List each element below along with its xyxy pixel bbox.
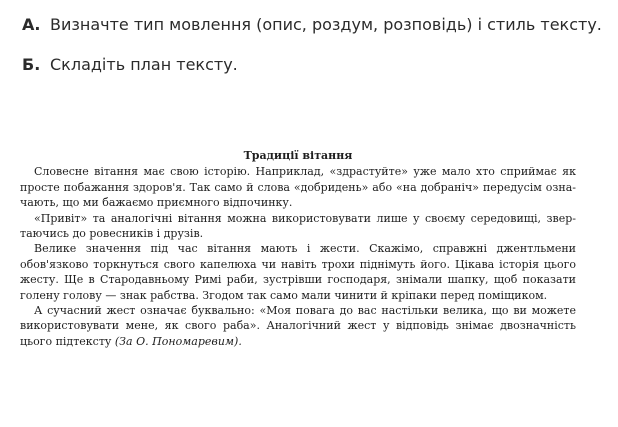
article (20, 148, 576, 349)
article-line: голену голову — знак рабства. Згодом так само мали чинити й кріпаки перед поміщиком. (20, 288, 548, 302)
article-line: використовувати мене, як свого раба». Аналогічний жест у відповідь знімає двозначність (20, 319, 576, 333)
article-line: жесту. Ще в Стародавньому Римі раби, зустрівши господаря, знімали шапку, щоб показати (20, 273, 576, 287)
task-a-letter: А. (22, 15, 41, 34)
article-line: «Привіт» та аналогічні вітання можна використовувати лише у своєму середовищі, звер- (34, 211, 576, 225)
article-line: просте побажання здоров'я. Так само й слова «добридень» або «на добраніч» передусім озна- (20, 180, 576, 194)
article-last-line (20, 334, 576, 349)
article-line: обов'язково торкнуться свого капелюха чи навіть трохи піднімуть його. Цікава історія цього (20, 257, 576, 271)
article-source: (За О. Пономаревим). (114, 334, 242, 348)
article-line: А сучасний жест означає буквально: «Моя повага до вас настільки велика, що ви можете (34, 304, 576, 318)
article-line: Велике значення під час вітання мають і жести. Скажімо, справжні джентльмени (34, 242, 576, 256)
task-b (22, 55, 238, 74)
article-line: цього підтексту (20, 334, 112, 348)
task-b-letter: Б. (22, 55, 41, 74)
article-line: чають, що ми бажаємо приємного відпочинку. (20, 196, 293, 210)
article-line: Словесне вітання має свою історію. Наприклад, «здрастуйте» уже мало хто сприймає як (34, 165, 576, 179)
task-b-text: Складіть план тексту. (50, 55, 238, 74)
article-title: Традиції вітання (243, 149, 353, 162)
task-a (22, 15, 602, 34)
article-line: таючись до ровесників і друзів. (20, 227, 204, 241)
task-a-text: Визначте тип мовлення (опис, роздум, розповідь) і стиль тексту. (50, 15, 602, 34)
